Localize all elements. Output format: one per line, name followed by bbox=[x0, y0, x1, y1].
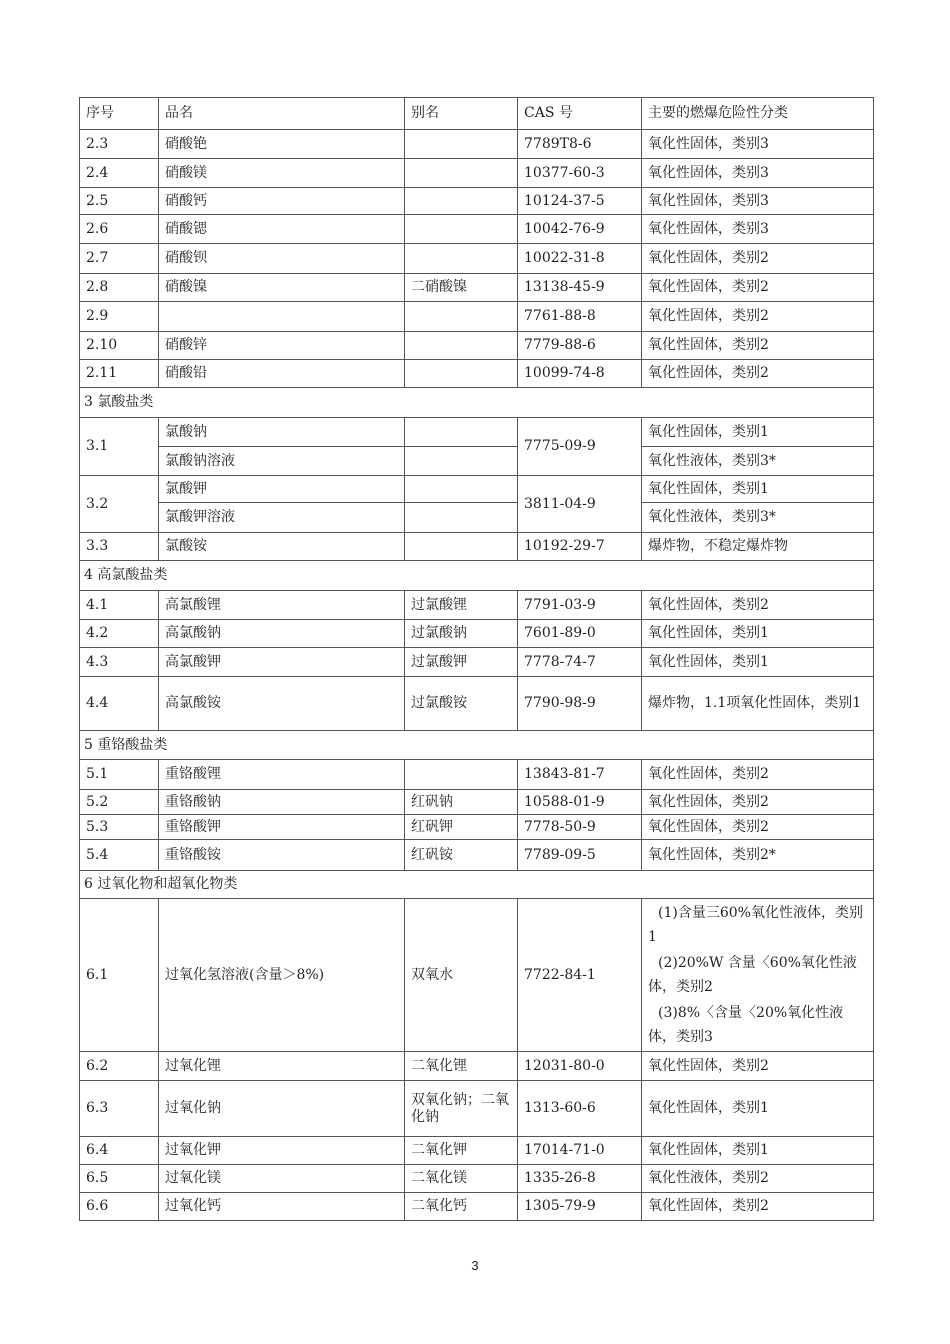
cell-cas: 7791-03-9 bbox=[518, 591, 642, 620]
table-row bbox=[80, 244, 874, 274]
cell-alias bbox=[405, 760, 518, 790]
section-title: 3 氯酸盐类 bbox=[80, 388, 874, 418]
cell-alias bbox=[405, 503, 518, 533]
cell-hazard-class: 氧化性固体，类别2 bbox=[642, 332, 874, 360]
cell-name: 高氯酸锂 bbox=[159, 591, 405, 620]
cell-index: 5.2 bbox=[80, 790, 159, 815]
header-name: 品名 bbox=[159, 98, 405, 130]
table-row bbox=[80, 1193, 874, 1221]
cell-name: 硝酸锶 bbox=[159, 215, 405, 244]
cell-name: 氯酸钾 bbox=[159, 476, 405, 503]
cell-alias: 红矾钾 bbox=[405, 815, 518, 840]
cell-hazard-class: 氧化性固体，类别1 bbox=[642, 620, 874, 648]
cell-cas: 10022-31-8 bbox=[518, 244, 642, 274]
cell-hazard-class: 氧化性固体，类别1 bbox=[642, 1137, 874, 1165]
cell-index: 2.6 bbox=[80, 215, 159, 244]
table-row bbox=[80, 188, 874, 215]
cell-name: 氯酸钠溶液 bbox=[159, 447, 405, 476]
cell-alias: 过氯酸钠 bbox=[405, 620, 518, 648]
cell-index: 2.8 bbox=[80, 274, 159, 302]
cell-name: 硝酸镍 bbox=[159, 274, 405, 302]
cell-name: 重铬酸铵 bbox=[159, 840, 405, 871]
cell-name: 硝酸锌 bbox=[159, 332, 405, 360]
header-cas: CAS 号 bbox=[518, 98, 642, 130]
cell-hazard-class: 氧化性固体，类别1 bbox=[642, 476, 874, 503]
table-row bbox=[80, 1137, 874, 1165]
table-row bbox=[80, 447, 874, 476]
cell-alias bbox=[405, 159, 518, 188]
cell-index: 2.5 bbox=[80, 188, 159, 215]
cell-cas: 10377-60-3 bbox=[518, 159, 642, 188]
cell-alias bbox=[405, 447, 518, 476]
cell-cas: 1305-79-9 bbox=[518, 1193, 642, 1221]
cell-alias: 红矾铵 bbox=[405, 840, 518, 871]
cell-alias bbox=[405, 188, 518, 215]
table-row bbox=[80, 130, 874, 159]
cell-hazard-class: 氧化性固体，类别1 bbox=[642, 1081, 874, 1137]
cell-name: 氯酸钾溶液 bbox=[159, 503, 405, 533]
page-number: 3 bbox=[471, 1258, 479, 1273]
cell-index: 3.2 bbox=[80, 476, 159, 533]
cell-name bbox=[159, 302, 405, 332]
cell-alias: 过氯酸钾 bbox=[405, 648, 518, 677]
cell-alias: 二硝酸镍 bbox=[405, 274, 518, 302]
cell-alias bbox=[405, 360, 518, 388]
cell-hazard-class: 氧化性固体，类别2 bbox=[642, 790, 874, 815]
header-alias: 别名 bbox=[405, 98, 518, 130]
cell-cas: 12031-80-0 bbox=[518, 1052, 642, 1081]
cell-cas: 7778-74-7 bbox=[518, 648, 642, 677]
cell-index: 5.3 bbox=[80, 815, 159, 840]
cell-hazard-class: 氧化性固体，类别2 bbox=[642, 1052, 874, 1081]
header-index: 序号 bbox=[80, 98, 159, 130]
cell-hazard-class: 氧化性固体，类别3 bbox=[642, 188, 874, 215]
table-row bbox=[80, 533, 874, 561]
cell-cas: 3811-04-9 bbox=[518, 476, 642, 533]
cell-cas: 10042-76-9 bbox=[518, 215, 642, 244]
cell-name: 高氯酸钾 bbox=[159, 648, 405, 677]
cell-index: 2.11 bbox=[80, 360, 159, 388]
cell-cas: 7722-84-1 bbox=[518, 899, 642, 1052]
cell-index: 4.4 bbox=[80, 677, 159, 731]
section-title: 6 过氧化物和超氧化物类 bbox=[80, 871, 874, 899]
cell-name: 硝酸钡 bbox=[159, 244, 405, 274]
cell-cas: 1313-60-6 bbox=[518, 1081, 642, 1137]
cell-cas: 7775-09-9 bbox=[518, 418, 642, 476]
table-row bbox=[80, 1052, 874, 1081]
cell-cas: 10099-74-8 bbox=[518, 360, 642, 388]
cell-hazard-class: 氧化性固体，类别2 bbox=[642, 274, 874, 302]
cell-hazard-class: 氧化性固体，类别2 bbox=[642, 1193, 874, 1221]
table-row bbox=[80, 899, 874, 1052]
cell-name: 过氧化锂 bbox=[159, 1052, 405, 1081]
cell-alias bbox=[405, 418, 518, 447]
cell-name: 过氧化镁 bbox=[159, 1165, 405, 1193]
cell-index: 2.7 bbox=[80, 244, 159, 274]
table-row bbox=[80, 1081, 874, 1137]
hazard-line: (1)含量三60%氧化性液体，类别1 bbox=[648, 905, 863, 945]
cell-alias: 双氧化钠；二氧化钠 bbox=[405, 1081, 518, 1137]
cell-hazard-class: 氧化性固体，类别1 bbox=[642, 418, 874, 447]
table-row bbox=[80, 215, 874, 244]
cell-hazard-class: 氧化性固体，类别2* bbox=[642, 840, 874, 871]
cell-index: 2.10 bbox=[80, 332, 159, 360]
section-row bbox=[80, 561, 874, 591]
table-row bbox=[80, 476, 874, 503]
cell-hazard-class: 爆炸物，1.1项氧化性固体，类别1 bbox=[642, 677, 874, 731]
cell-index: 3.1 bbox=[80, 418, 159, 476]
cell-cas: 10192-29-7 bbox=[518, 533, 642, 561]
cell-cas: 1335-26-8 bbox=[518, 1165, 642, 1193]
table-row bbox=[80, 677, 874, 731]
cell-cas: 10588-01-9 bbox=[518, 790, 642, 815]
table-row bbox=[80, 790, 874, 815]
hazard-line: (2)20%W 含量〈60%氧化性液体，类别2 bbox=[648, 955, 857, 995]
chemical-table bbox=[79, 97, 874, 1221]
cell-name: 重铬酸钠 bbox=[159, 790, 405, 815]
cell-name: 硝酸铅 bbox=[159, 360, 405, 388]
cell-name: 过氧化钾 bbox=[159, 1137, 405, 1165]
cell-cas: 10124-37-5 bbox=[518, 188, 642, 215]
cell-hazard-class: 氧化性固体，类别2 bbox=[642, 815, 874, 840]
table-row bbox=[80, 648, 874, 677]
cell-cas: 17014-71-0 bbox=[518, 1137, 642, 1165]
cell-cas: 7779-88-6 bbox=[518, 332, 642, 360]
header-hazard-class: 主要的燃爆危险性分类 bbox=[642, 98, 874, 130]
table-row bbox=[80, 591, 874, 620]
cell-hazard-class bbox=[642, 899, 874, 1052]
cell-name: 氯酸钠 bbox=[159, 418, 405, 447]
cell-cas: 7778-50-9 bbox=[518, 815, 642, 840]
cell-hazard-class: 爆炸物，不稳定爆炸物 bbox=[642, 533, 874, 561]
cell-index: 4.1 bbox=[80, 591, 159, 620]
cell-name: 硝酸镁 bbox=[159, 159, 405, 188]
cell-alias: 红矾钠 bbox=[405, 790, 518, 815]
hazard-line: (3)8%〈含量〈20%氧化性液体，类别3 bbox=[648, 1005, 844, 1045]
cell-alias bbox=[405, 244, 518, 274]
cell-hazard-class: 氧化性液体，类别3* bbox=[642, 503, 874, 533]
cell-name: 硝酸铯 bbox=[159, 130, 405, 159]
cell-name: 过氧化钙 bbox=[159, 1193, 405, 1221]
table-row bbox=[80, 332, 874, 360]
cell-cas: 7761-88-8 bbox=[518, 302, 642, 332]
table-row bbox=[80, 815, 874, 840]
section-title: 4 高氯酸盐类 bbox=[80, 561, 874, 591]
cell-alias: 二氧化钾 bbox=[405, 1137, 518, 1165]
cell-index: 6.5 bbox=[80, 1165, 159, 1193]
table-row bbox=[80, 503, 874, 533]
cell-index: 2.9 bbox=[80, 302, 159, 332]
cell-name: 硝酸钙 bbox=[159, 188, 405, 215]
cell-alias bbox=[405, 332, 518, 360]
cell-index: 6.4 bbox=[80, 1137, 159, 1165]
table-row bbox=[80, 620, 874, 648]
section-title: 5 重铬酸盐类 bbox=[80, 731, 874, 760]
cell-cas: 13138-45-9 bbox=[518, 274, 642, 302]
cell-hazard-class: 氧化性固体，类别3 bbox=[642, 159, 874, 188]
cell-index: 6.1 bbox=[80, 899, 159, 1052]
cell-name: 高氯酸钠 bbox=[159, 620, 405, 648]
table-row bbox=[80, 418, 874, 447]
cell-hazard-class: 氧化性固体，类别3 bbox=[642, 215, 874, 244]
section-row bbox=[80, 388, 874, 418]
cell-alias: 二氧化镁 bbox=[405, 1165, 518, 1193]
cell-index: 6.3 bbox=[80, 1081, 159, 1137]
cell-name: 过氧化氢溶液(含量＞8%) bbox=[159, 899, 405, 1052]
cell-index: 6.2 bbox=[80, 1052, 159, 1081]
cell-cas: 13843-81-7 bbox=[518, 760, 642, 790]
cell-alias bbox=[405, 215, 518, 244]
table-row bbox=[80, 360, 874, 388]
cell-hazard-class: 氧化性固体，类别3 bbox=[642, 130, 874, 159]
table-row bbox=[80, 840, 874, 871]
cell-index: 2.3 bbox=[80, 130, 159, 159]
cell-hazard-class: 氧化性固体，类别2 bbox=[642, 302, 874, 332]
cell-cas: 7601-89-0 bbox=[518, 620, 642, 648]
cell-cas: 7790-98-9 bbox=[518, 677, 642, 731]
cell-index: 6.6 bbox=[80, 1193, 159, 1221]
cell-index: 2.4 bbox=[80, 159, 159, 188]
cell-alias: 二氧化锂 bbox=[405, 1052, 518, 1081]
section-row bbox=[80, 731, 874, 760]
cell-hazard-class: 氧化性固体，类别2 bbox=[642, 591, 874, 620]
cell-alias: 二氧化钙 bbox=[405, 1193, 518, 1221]
cell-alias: 过氯酸锂 bbox=[405, 591, 518, 620]
table-row bbox=[80, 302, 874, 332]
cell-alias bbox=[405, 533, 518, 561]
cell-cas: 7789-09-5 bbox=[518, 840, 642, 871]
table-body bbox=[80, 98, 874, 1221]
cell-hazard-class: 氧化性液体，类别2 bbox=[642, 1165, 874, 1193]
cell-alias: 双氧水 bbox=[405, 899, 518, 1052]
cell-index: 4.3 bbox=[80, 648, 159, 677]
cell-name: 氯酸铵 bbox=[159, 533, 405, 561]
cell-hazard-class: 氧化性液体，类别3* bbox=[642, 447, 874, 476]
cell-index: 3.3 bbox=[80, 533, 159, 561]
cell-name: 过氧化钠 bbox=[159, 1081, 405, 1137]
cell-index: 5.4 bbox=[80, 840, 159, 871]
table-row bbox=[80, 274, 874, 302]
table-row bbox=[80, 1165, 874, 1193]
cell-hazard-class: 氧化性固体，类别1 bbox=[642, 648, 874, 677]
cell-alias bbox=[405, 302, 518, 332]
cell-cas: 7789T8-6 bbox=[518, 130, 642, 159]
cell-name: 高氯酸铵 bbox=[159, 677, 405, 731]
cell-name: 重铬酸钾 bbox=[159, 815, 405, 840]
cell-name: 重铬酸锂 bbox=[159, 760, 405, 790]
table-row bbox=[80, 760, 874, 790]
cell-alias: 过氯酸铵 bbox=[405, 677, 518, 731]
cell-hazard-class: 氧化性固体，类别2 bbox=[642, 244, 874, 274]
table-row bbox=[80, 159, 874, 188]
cell-index: 5.1 bbox=[80, 760, 159, 790]
cell-index: 4.2 bbox=[80, 620, 159, 648]
cell-alias bbox=[405, 476, 518, 503]
cell-hazard-class: 氧化性固体，类别2 bbox=[642, 360, 874, 388]
cell-alias bbox=[405, 130, 518, 159]
cell-hazard-class: 氧化性固体，类别2 bbox=[642, 760, 874, 790]
section-row bbox=[80, 871, 874, 899]
table-header-row bbox=[80, 98, 874, 130]
